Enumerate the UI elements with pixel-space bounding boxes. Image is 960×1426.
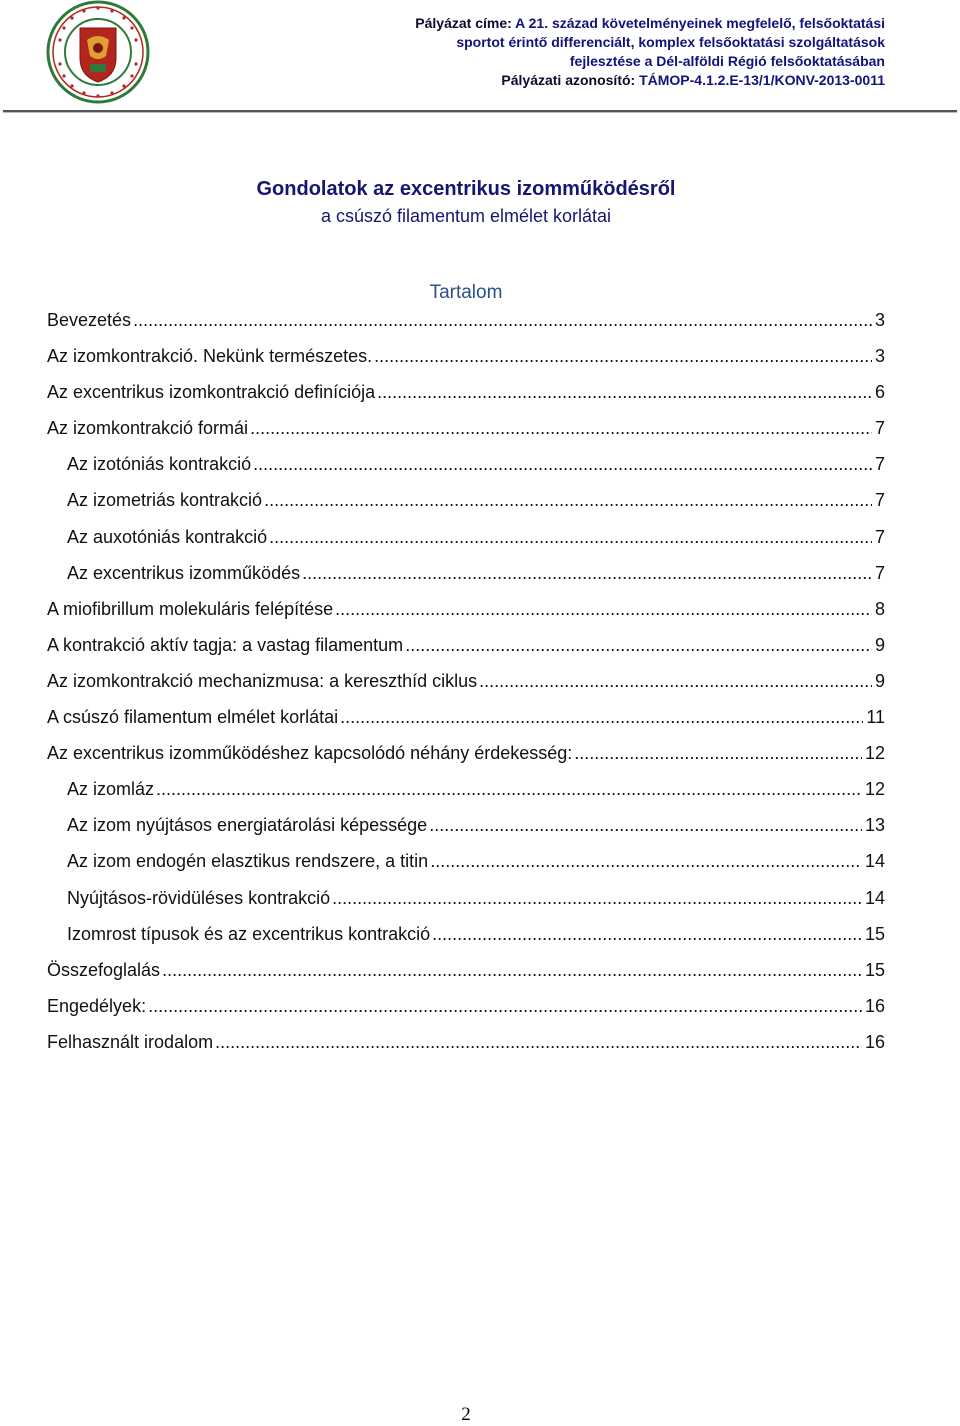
toc-entry-page: 16	[864, 995, 885, 1016]
toc-entry[interactable]	[47, 958, 885, 994]
project-id-value: TÁMOP-4.1.2.E-13/1/KONV-2013-0011	[639, 72, 885, 88]
toc-entry-title: Izomrost típusok és az excentrikus kontrakció	[67, 923, 431, 944]
toc-entry-page: 7	[874, 526, 885, 547]
project-title-line-2: sportot érintő differenciált, komplex felsőoktatási szolgáltatások	[456, 34, 885, 50]
toc-entry-page: 7	[874, 418, 885, 439]
toc-entry-page: 7	[874, 490, 885, 511]
dot-leader	[156, 777, 862, 801]
toc-entry-page: 8	[874, 598, 885, 619]
dot-leader	[250, 416, 872, 440]
toc-entry-page: 14	[864, 887, 885, 908]
toc-subentry[interactable]	[47, 922, 885, 958]
dot-leader	[148, 994, 862, 1018]
document-subtitle: a csúszó filamentum elmélet korlátai	[320, 206, 612, 226]
toc-heading: Tartalom	[429, 282, 503, 303]
university-seal-logo	[40, 0, 156, 104]
toc-entry-page: 11	[866, 707, 885, 728]
toc-entry[interactable]	[47, 597, 885, 633]
toc-subentry[interactable]	[47, 525, 885, 561]
toc-entry-page: 14	[864, 851, 885, 872]
toc-entry[interactable]	[47, 669, 885, 705]
toc-entry-title: Engedélyek:	[47, 995, 147, 1016]
dot-leader	[479, 669, 872, 693]
toc-entry-page: 9	[874, 634, 885, 655]
toc-subentry[interactable]	[47, 886, 885, 922]
toc-entry-title: Bevezetés	[47, 310, 132, 330]
toc-entry-page: 9	[874, 670, 885, 691]
toc-entry-title: Az excentrikus izomkontrakció definíciója	[47, 382, 376, 403]
dot-leader	[377, 380, 872, 404]
toc-entry-title: Nyújtásos-rövidüléses kontrakció	[67, 887, 331, 908]
dot-leader	[574, 741, 862, 765]
project-title-line-3: fejlesztése a Dél-alföldi Régió felsőoktatásában	[569, 53, 885, 69]
dot-leader	[264, 488, 872, 512]
dot-leader	[253, 452, 872, 476]
project-info	[415, 14, 885, 90]
page-header	[0, 0, 960, 114]
toc-entry-page: 12	[864, 779, 885, 800]
toc-entry[interactable]	[47, 308, 885, 344]
toc-entry-page: 13	[864, 815, 885, 836]
dot-leader	[332, 886, 862, 910]
dot-leader	[162, 958, 862, 982]
toc-entry[interactable]	[47, 1030, 885, 1066]
toc-subentry[interactable]	[47, 777, 885, 813]
toc-entry-title: Az izomkontrakció mechanizmusa: a kereszthíd ciklus	[47, 670, 478, 691]
toc-entry[interactable]	[47, 344, 885, 380]
toc-entry-page: 12	[864, 743, 885, 764]
document-title: Gondolatok az excentrikus izomműködésről	[256, 178, 676, 200]
toc-entry-title: A miofibrillum molekuláris felépítése	[47, 598, 334, 619]
project-title-line-1	[415, 14, 885, 33]
dot-leader	[133, 308, 872, 332]
header-divider	[3, 110, 957, 112]
toc-entry-title: Összefoglalás	[47, 959, 161, 980]
toc-entry-title: Az izom nyújtásos energiatárolási képessége	[67, 815, 428, 836]
toc-entry-title: Az izom endogén elasztikus rendszere, a titin	[67, 851, 429, 872]
toc-subentry[interactable]	[47, 488, 885, 524]
dot-leader	[215, 1030, 862, 1054]
toc-entry-title: Az izomkontrakció. Nekünk természetes.	[47, 346, 373, 367]
project-title-label: Pályázat címe:	[415, 15, 512, 31]
toc-entry-page: 7	[874, 454, 885, 475]
toc-entry-title: A csúszó filamentum elmélet korlátai	[47, 707, 339, 728]
table-of-contents	[47, 308, 885, 1066]
dot-leader	[340, 705, 863, 729]
toc-entry[interactable]	[47, 741, 885, 777]
toc-entry-page: 7	[874, 562, 885, 583]
dot-leader	[432, 922, 862, 946]
toc-subentry[interactable]	[47, 452, 885, 488]
toc-entry-title: Az auxotóniás kontrakció	[67, 526, 268, 547]
toc-entry-page: 3	[874, 346, 885, 367]
toc-entry-page: 3	[874, 310, 885, 330]
toc-subentry[interactable]	[47, 561, 885, 597]
toc-entry-title: Az excentrikus izomműködéshez kapcsolódó néhány érdekesség:	[47, 743, 573, 764]
toc-entry-title: Az izomkontrakció formái	[47, 418, 249, 439]
toc-entry[interactable]	[47, 705, 885, 741]
toc-entry-title: Az excentrikus izomműködés	[67, 562, 301, 583]
toc-entry-page: 15	[864, 959, 885, 980]
dot-leader	[335, 597, 872, 621]
toc-entry-page: 16	[864, 1031, 885, 1052]
toc-entry[interactable]	[47, 416, 885, 452]
dot-leader	[405, 633, 872, 657]
toc-entry-page: 6	[874, 382, 885, 403]
project-title-value: A 21. század követelményeinek megfelelő, felsőoktatási	[515, 15, 885, 31]
toc-subentry[interactable]	[47, 849, 885, 885]
toc-entry-title: Az izomláz	[67, 779, 155, 800]
dot-leader	[430, 849, 862, 873]
page-number: 2	[461, 1404, 471, 1425]
toc-entry[interactable]	[47, 994, 885, 1030]
project-id-line	[415, 71, 885, 90]
toc-entry-title: Az izometriás kontrakció	[67, 490, 263, 511]
dot-leader	[302, 561, 872, 585]
toc-entry[interactable]	[47, 633, 885, 669]
toc-entry-title: A kontrakció aktív tagja: a vastag filamentum	[47, 634, 404, 655]
toc-entry-page: 15	[864, 923, 885, 944]
toc-entry-title: Az izotóniás kontrakció	[67, 454, 252, 475]
toc-entry-title: Felhasznált irodalom	[47, 1031, 214, 1052]
toc-entry[interactable]	[47, 380, 885, 416]
dot-leader	[269, 525, 872, 549]
toc-subentry[interactable]	[47, 813, 885, 849]
dot-leader	[429, 813, 862, 837]
project-id-label: Pályázati azonosító:	[501, 72, 636, 88]
dot-leader	[374, 344, 872, 368]
